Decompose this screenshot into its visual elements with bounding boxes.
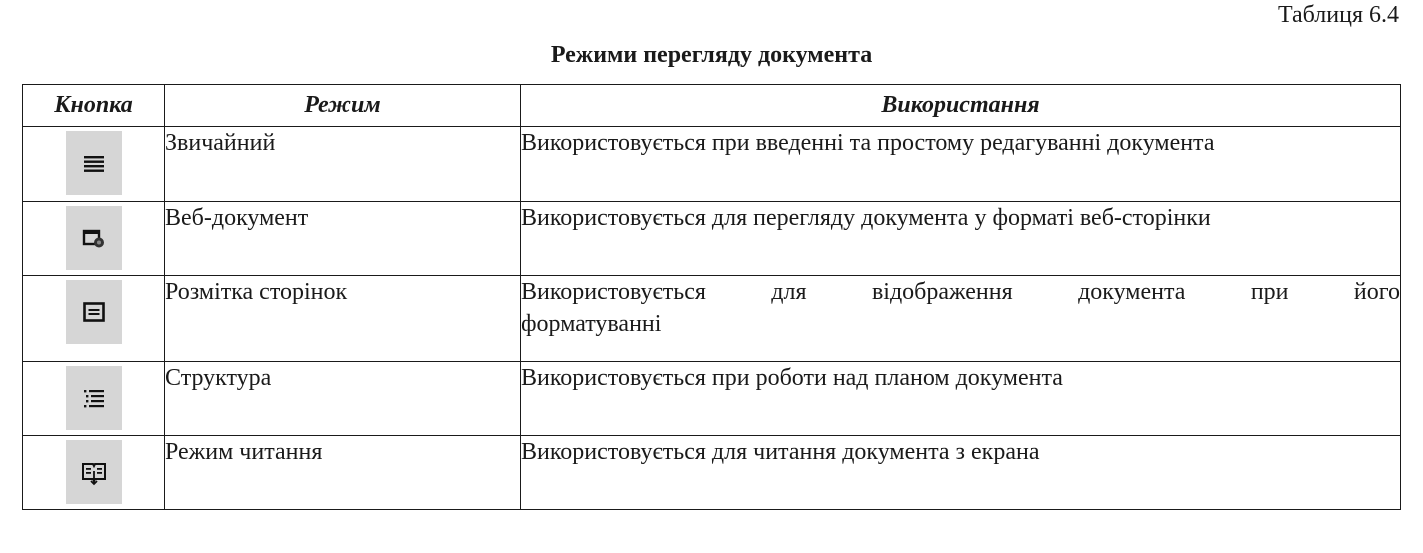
- button-cell: [23, 362, 165, 436]
- table-row: [23, 202, 1401, 276]
- outline-view-button[interactable]: [66, 366, 122, 430]
- mode-name: Структура: [165, 362, 521, 436]
- table-row: [23, 436, 1401, 510]
- normal-view-icon: [80, 149, 108, 177]
- header-mode: Режим: [165, 85, 521, 127]
- table-header-row: [23, 85, 1401, 127]
- table-title: Режими перегляду документа: [550, 42, 873, 68]
- mode-name: Режим читання: [165, 436, 521, 510]
- print-layout-button[interactable]: [66, 280, 122, 344]
- mode-name: Веб-документ: [165, 202, 521, 276]
- web-layout-button[interactable]: [66, 206, 122, 270]
- mode-usage: Використовується для читання документа з екрана: [521, 436, 1401, 510]
- table-row: [23, 276, 1401, 362]
- normal-view-button[interactable]: [66, 131, 122, 195]
- mode-usage: Використовується при роботи над планом документа: [521, 362, 1401, 436]
- table-row: [23, 362, 1401, 436]
- button-cell: [23, 202, 165, 276]
- outline-view-icon: [80, 384, 108, 412]
- mode-usage: Використовується при введенні та простому редагуванні документа: [521, 127, 1401, 202]
- web-layout-icon: [80, 224, 108, 252]
- usage-line: Використовується для відображення документа при його: [521, 279, 1400, 305]
- header-button: Кнопка: [23, 85, 165, 127]
- print-layout-icon: [80, 298, 108, 326]
- button-cell: [23, 436, 165, 510]
- reading-layout-icon: [80, 458, 108, 486]
- table-number: Таблиця 6.4: [1277, 2, 1399, 28]
- button-cell: [23, 127, 165, 202]
- mode-name: Звичайний: [165, 127, 521, 202]
- usage-line: форматуванні: [521, 311, 662, 337]
- view-modes-table: [22, 84, 1401, 510]
- mode-usage: [521, 276, 1401, 362]
- button-cell: [23, 276, 165, 362]
- reading-layout-button[interactable]: [66, 440, 122, 504]
- header-usage: Використання: [521, 85, 1401, 127]
- mode-name: Розмітка сторінок: [165, 276, 521, 362]
- mode-usage: Використовується для перегляду документа у форматі веб-сторінки: [521, 202, 1401, 276]
- table-row: [23, 127, 1401, 202]
